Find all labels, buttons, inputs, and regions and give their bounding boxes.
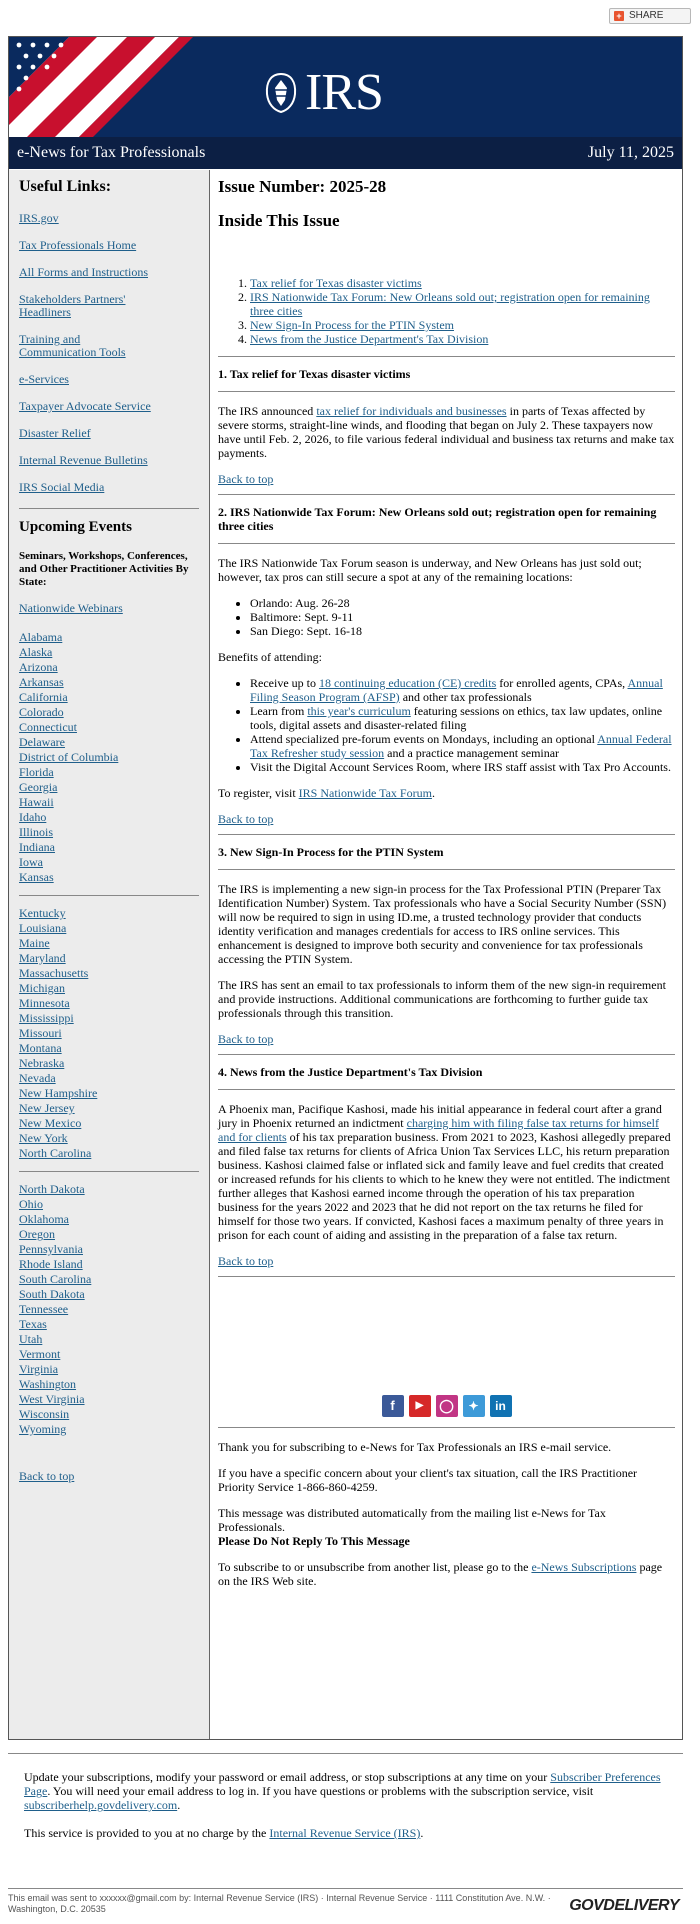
section-2-title: 2. IRS Nationwide Tax Forum: New Orleans sold out; registration open for remaining three cities xyxy=(218,505,657,533)
states-group-3 xyxy=(19,1182,199,1437)
benefits-label: Benefits of attending: xyxy=(218,650,322,664)
state-link[interactable]: Nebraska xyxy=(19,1056,65,1070)
toc-item xyxy=(250,332,675,346)
states-group-2 xyxy=(19,906,199,1161)
sidebar-link-training[interactable]: Training and Communication Tools xyxy=(19,332,126,359)
section-4-title: 4. News from the Justice Department's Tax Division xyxy=(218,1065,483,1079)
section-divider xyxy=(218,1054,675,1055)
ce-credits-link[interactable]: 18 continuing education (CE) credits xyxy=(318,676,497,690)
youtube-icon[interactable]: ▶ xyxy=(409,1395,431,1417)
sidebar xyxy=(9,170,210,1739)
social-icons xyxy=(218,1395,675,1417)
linkedin-icon[interactable]: in xyxy=(490,1395,512,1417)
section-divider xyxy=(218,543,675,544)
state-link[interactable]: Washington xyxy=(19,1377,77,1391)
nationwide-webinars-link[interactable]: Nationwide Webinars xyxy=(19,601,123,615)
inside-this-issue-title: Inside This Issue xyxy=(218,211,340,230)
state-link[interactable]: Florida xyxy=(19,765,54,779)
section-divider xyxy=(218,494,675,495)
text: Learn from xyxy=(250,704,308,718)
subscription-footer xyxy=(24,1770,664,1854)
subscriber-preferences-link[interactable]: Subscriber Preferences Page xyxy=(24,1770,661,1798)
back-to-top-link[interactable]: Back to top xyxy=(218,1254,274,1268)
state-link[interactable]: South Dakota xyxy=(19,1287,85,1301)
state-link[interactable]: Missouri xyxy=(19,1026,62,1040)
state-link[interactable]: District of Columbia xyxy=(19,750,119,764)
sidebar-link-disaster-relief[interactable]: Disaster Relief xyxy=(19,426,91,440)
issue-date: July 11, 2025 xyxy=(587,144,674,161)
update-subscriptions-text xyxy=(24,1770,664,1812)
govdelivery-footer xyxy=(8,1888,683,1915)
toc-link-3[interactable]: New Sign-In Process for the PTIN System xyxy=(250,318,454,332)
text: The IRS announced xyxy=(218,404,317,418)
section-3-body-2: The IRS has sent an email to tax professionals to inform them of the new sign-in requirement and provide instructions. Additional communications are forthcoming to further guide tax professionals through this transition. xyxy=(218,978,666,1020)
state-link[interactable]: Utah xyxy=(19,1332,43,1346)
section-1-title: 1. Tax relief for Texas disaster victims xyxy=(218,367,411,381)
state-link[interactable]: Alaska xyxy=(19,645,53,659)
state-link[interactable]: Hawaii xyxy=(19,795,54,809)
share-button[interactable] xyxy=(609,8,691,24)
text: . You will need your email address to log in. If you have questions or problems with the subscription service, visit xyxy=(47,1784,594,1798)
list-item xyxy=(250,732,675,760)
text: To register, visit xyxy=(218,786,299,800)
subscriber-help-link[interactable]: subscriberhelp.govdelivery.com xyxy=(24,1798,178,1812)
text: featuring sessions on ethics, tax law updates, online tools, digital assets and disaster-related filing xyxy=(250,704,663,732)
sidebar-back-to-top-link[interactable]: Back to top xyxy=(19,1469,75,1483)
state-link[interactable]: New York xyxy=(19,1131,68,1145)
benefits-list xyxy=(218,676,675,774)
tax-relief-link[interactable]: tax relief for individuals and businesses xyxy=(316,404,507,418)
issue-number: Issue Number: 2025-28 xyxy=(218,177,387,196)
section-divider xyxy=(218,391,675,392)
state-link[interactable]: Alabama xyxy=(19,630,63,644)
service-text xyxy=(24,1826,664,1840)
text: for enrolled agents, CPAs, xyxy=(496,676,628,690)
afsp-link[interactable]: Annual Filing Season Program (AFSP) xyxy=(250,676,663,704)
state-link[interactable]: Idaho xyxy=(19,810,47,824)
state-link[interactable]: Maryland xyxy=(19,951,66,965)
state-link[interactable]: Massachusetts xyxy=(19,966,89,980)
enews-subscriptions-link[interactable]: e-News Subscriptions xyxy=(531,1560,637,1574)
state-link[interactable]: Oklahoma xyxy=(19,1212,69,1226)
header-banner xyxy=(9,37,682,137)
sidebar-link-tax-pros-home[interactable]: Tax Professionals Home xyxy=(19,238,137,252)
events-subtitle: Seminars, Workshops, Conferences, and Other Practitioner Activities By State: xyxy=(19,550,189,588)
newsletter-frame xyxy=(8,36,683,1740)
sidebar-divider xyxy=(19,508,199,509)
text: of his tax preparation business. From 2021 to 2023, Kashosi allegedly prepared and filed false tax returns for clients of Africa Union Tax Services LLC, his return preparation business. Kashosi claimed false or inflated sick and family leave and fuel credits that created or increased refunds for his clients to which to he knew they were not entitled. The indictment further alleges that Kashosi earned income through the operation of his tax preparation business for the years 2022 and 2023 that he did not report on the tax returns he filed for himself for those two years. If convicted, Kashosi faces a maximum penalty of three years in prison for each count of aiding and assisting in the preparation of a false tax return. xyxy=(218,1130,671,1242)
state-link[interactable]: Indiana xyxy=(19,840,55,854)
state-link[interactable]: Oregon xyxy=(19,1227,55,1241)
twitter-icon[interactable]: ✦ xyxy=(463,1395,485,1417)
table-of-contents xyxy=(218,276,675,346)
state-link[interactable]: Virginia xyxy=(19,1362,59,1376)
list-item: • Baltimore: Sept. 9-11 xyxy=(250,610,675,624)
share-icon: + xyxy=(614,11,624,21)
tax-forum-link[interactable]: IRS Nationwide Tax Forum xyxy=(298,786,432,800)
text: A Phoenix man, Pacifique Kashosi, made his initial appearance in federal court after a grand jury in Phoenix returned an indictment xyxy=(218,1102,662,1130)
irs-logo xyxy=(263,64,383,121)
section-divider xyxy=(218,1427,675,1428)
state-link[interactable]: Arkansas xyxy=(19,675,64,689)
section-3-body-1: The IRS is implementing a new sign-in process for the Tax Professional PTIN (Preparer Tax Identification Number) System. Tax professionals who have a Social Security Number (SSN) will now be required to sign in using ID.me, a trusted technology provider that conducts identity verification and manages credentials for access to IRS online services. This enhancement is designed to improve both security and convenience for tax professionals accessing the PTIN System. xyxy=(218,882,667,966)
text: Attend specialized pre-forum events on Mondays, including an optional xyxy=(250,732,598,746)
irs-eagle-icon xyxy=(263,72,299,114)
concern-text: If you have a specific concern about your client's tax situation, call the IRS Practitioner Priority Service 1-866-860-4259. xyxy=(218,1466,638,1494)
text: To subscribe to or unsubscribe from another list, please go to the xyxy=(218,1560,532,1574)
text: and other tax professionals xyxy=(399,690,532,704)
section-3-title: 3. New Sign-In Process for the PTIN System xyxy=(218,845,444,859)
text: Update your subscriptions, modify your password or email address, or stop subscriptions at any time on your xyxy=(24,1770,551,1784)
sidebar-link-forms[interactable]: All Forms and Instructions xyxy=(19,265,148,279)
state-link[interactable]: Rhode Island xyxy=(19,1257,83,1271)
text: page on the IRS Web site. xyxy=(218,1560,663,1588)
state-link[interactable]: Wisconsin xyxy=(19,1407,70,1421)
list-item: • Visit the Digital Account Services Room, where IRS staff assist with Tax Pro Accounts. xyxy=(250,760,675,774)
list-item: • San Diego: Sept. 16-18 xyxy=(250,624,675,638)
list-item: • Orlando: Aug. 26-28 xyxy=(250,596,675,610)
text: This service is provided to you at no charge by the xyxy=(24,1826,270,1840)
section-divider xyxy=(218,1276,675,1277)
state-link[interactable]: Tennessee xyxy=(19,1302,69,1316)
state-link[interactable]: Wyoming xyxy=(19,1422,67,1436)
state-link[interactable]: New Mexico xyxy=(19,1116,82,1130)
state-link[interactable]: Georgia xyxy=(19,780,58,794)
section-4-body xyxy=(218,1102,675,1242)
text: and a practice management seminar xyxy=(384,746,560,760)
state-link[interactable]: Texas xyxy=(19,1317,47,1331)
state-link[interactable]: Iowa xyxy=(19,855,43,869)
state-link[interactable]: Ohio xyxy=(19,1197,43,1211)
irs-logo-text: IRS xyxy=(305,64,383,121)
share-label: SHARE xyxy=(629,10,664,21)
toc-link-2[interactable]: IRS Nationwide Tax Forum: New Orleans sold out; registration open for remaining three cities xyxy=(250,290,650,318)
govdelivery-logo[interactable]: GOVDELIVERY xyxy=(569,1897,679,1914)
state-link[interactable]: Kentucky xyxy=(19,906,66,920)
useful-links-list xyxy=(19,212,199,494)
text: . xyxy=(431,786,435,800)
section-divider xyxy=(218,1089,675,1090)
useful-links-title: Useful Links: xyxy=(19,178,112,195)
state-link[interactable]: Delaware xyxy=(19,735,65,749)
back-to-top-link[interactable]: Back to top xyxy=(218,472,274,486)
main-content xyxy=(211,170,682,1606)
back-to-top-link[interactable]: Back to top xyxy=(218,1032,274,1046)
state-link[interactable]: Louisiana xyxy=(19,921,67,935)
list-item xyxy=(250,704,675,732)
section-divider xyxy=(218,356,675,357)
sidebar-divider xyxy=(19,895,199,896)
text: Receive up to xyxy=(250,676,319,690)
sidebar-divider xyxy=(19,1171,199,1172)
state-link[interactable]: Illinois xyxy=(19,825,54,839)
state-link[interactable]: Nevada xyxy=(19,1071,56,1085)
text: . xyxy=(420,1826,424,1840)
flag-stripes-graphic xyxy=(9,37,209,137)
sender-info: This email was sent to xxxxxx@gmail.com by: Internal Revenue Service (IRS) · Internal Revenue Service · 1111 Constitution Ave. N.W. · Washington, D.C. 20535 xyxy=(8,1893,551,1914)
sidebar-link-e-services[interactable]: e-Services xyxy=(19,372,69,386)
state-link[interactable]: West Virginia xyxy=(19,1392,85,1406)
state-link[interactable]: North Carolina xyxy=(19,1146,92,1160)
back-to-top-link[interactable]: Back to top xyxy=(218,812,274,826)
curriculum-link[interactable]: this year's curriculum xyxy=(307,704,411,718)
sidebar-link-social-media[interactable]: IRS Social Media xyxy=(19,480,105,494)
section-divider xyxy=(218,869,675,870)
state-link[interactable]: Connecticut xyxy=(19,720,77,734)
title-bar xyxy=(9,137,682,169)
footer-divider xyxy=(8,1753,683,1754)
state-link[interactable]: New Jersey xyxy=(19,1101,75,1115)
text: . xyxy=(177,1798,181,1812)
auto-message-text xyxy=(218,1506,675,1548)
sidebar-link-irs-gov[interactable]: IRS.gov xyxy=(19,211,59,225)
indictment-link[interactable]: charging him with filing false tax returns for himself and for clients xyxy=(218,1116,660,1144)
section-divider xyxy=(218,834,675,835)
states-group-1 xyxy=(19,630,199,885)
list-item xyxy=(250,676,675,704)
state-link[interactable]: Minnesota xyxy=(19,996,70,1010)
newsletter-title: e-News for Tax Professionals xyxy=(17,144,206,161)
sidebar-link-stakeholders[interactable]: Stakeholders Partners' Headliners xyxy=(19,292,126,319)
sidebar-link-taxpayer-advocate[interactable]: Taxpayer Advocate Service xyxy=(19,399,151,413)
section-1-body xyxy=(218,404,675,460)
thanks-text: Thank you for subscribing to e-News for Tax Professionals an IRS e-mail service. xyxy=(218,1440,612,1454)
state-link[interactable]: Vermont xyxy=(19,1347,61,1361)
subscribe-text xyxy=(218,1560,675,1588)
state-link[interactable]: Montana xyxy=(19,1041,62,1055)
register-text xyxy=(218,786,675,800)
state-link[interactable]: New Hampshire xyxy=(19,1086,98,1100)
state-link[interactable]: California xyxy=(19,690,68,704)
refresher-link[interactable]: Annual Federal Tax Refresher study session xyxy=(250,732,672,760)
toc-link-1[interactable]: Tax relief for Texas disaster victims xyxy=(250,276,422,290)
state-link[interactable]: Colorado xyxy=(19,705,64,719)
forum-cities-list xyxy=(218,596,675,638)
upcoming-events-title: Upcoming Events xyxy=(19,519,132,535)
irs-link[interactable]: Internal Revenue Service (IRS) xyxy=(269,1826,421,1840)
state-link[interactable]: Maine xyxy=(19,936,50,950)
section-2-intro: The IRS Nationwide Tax Forum season is underway, and New Orleans has just sold out; however, tax pros can still secure a spot at any of the remaining locations: xyxy=(218,556,642,584)
state-link[interactable]: Arizona xyxy=(19,660,58,674)
state-link[interactable]: Pennsylvania xyxy=(19,1242,83,1256)
facebook-icon[interactable]: f xyxy=(382,1395,404,1417)
sidebar-link-irb[interactable]: Internal Revenue Bulletins xyxy=(19,453,148,467)
toc-item xyxy=(250,290,675,318)
toc-link-4[interactable]: News from the Justice Department's Tax Division xyxy=(250,332,489,346)
text: in parts of Texas affected by severe storms, straight-line winds, and flooding that began on July 2. These taxpayers now have until Feb. 2, 2026, to file various federal individual and business tax returns and make tax payments. xyxy=(218,404,675,460)
state-link[interactable]: Kansas xyxy=(19,870,54,884)
text: This message was distributed automatically from the mailing list e-News for Tax Professionals. xyxy=(218,1506,606,1534)
state-link[interactable]: Michigan xyxy=(19,981,65,995)
instagram-icon[interactable]: ◯ xyxy=(436,1395,458,1417)
state-link[interactable]: Mississippi xyxy=(19,1011,74,1025)
toc-item xyxy=(250,276,675,290)
state-link[interactable]: North Dakota xyxy=(19,1182,85,1196)
state-link[interactable]: South Carolina xyxy=(19,1272,92,1286)
toc-item xyxy=(250,318,675,332)
no-reply-notice: Please Do Not Reply To This Message xyxy=(218,1534,410,1548)
